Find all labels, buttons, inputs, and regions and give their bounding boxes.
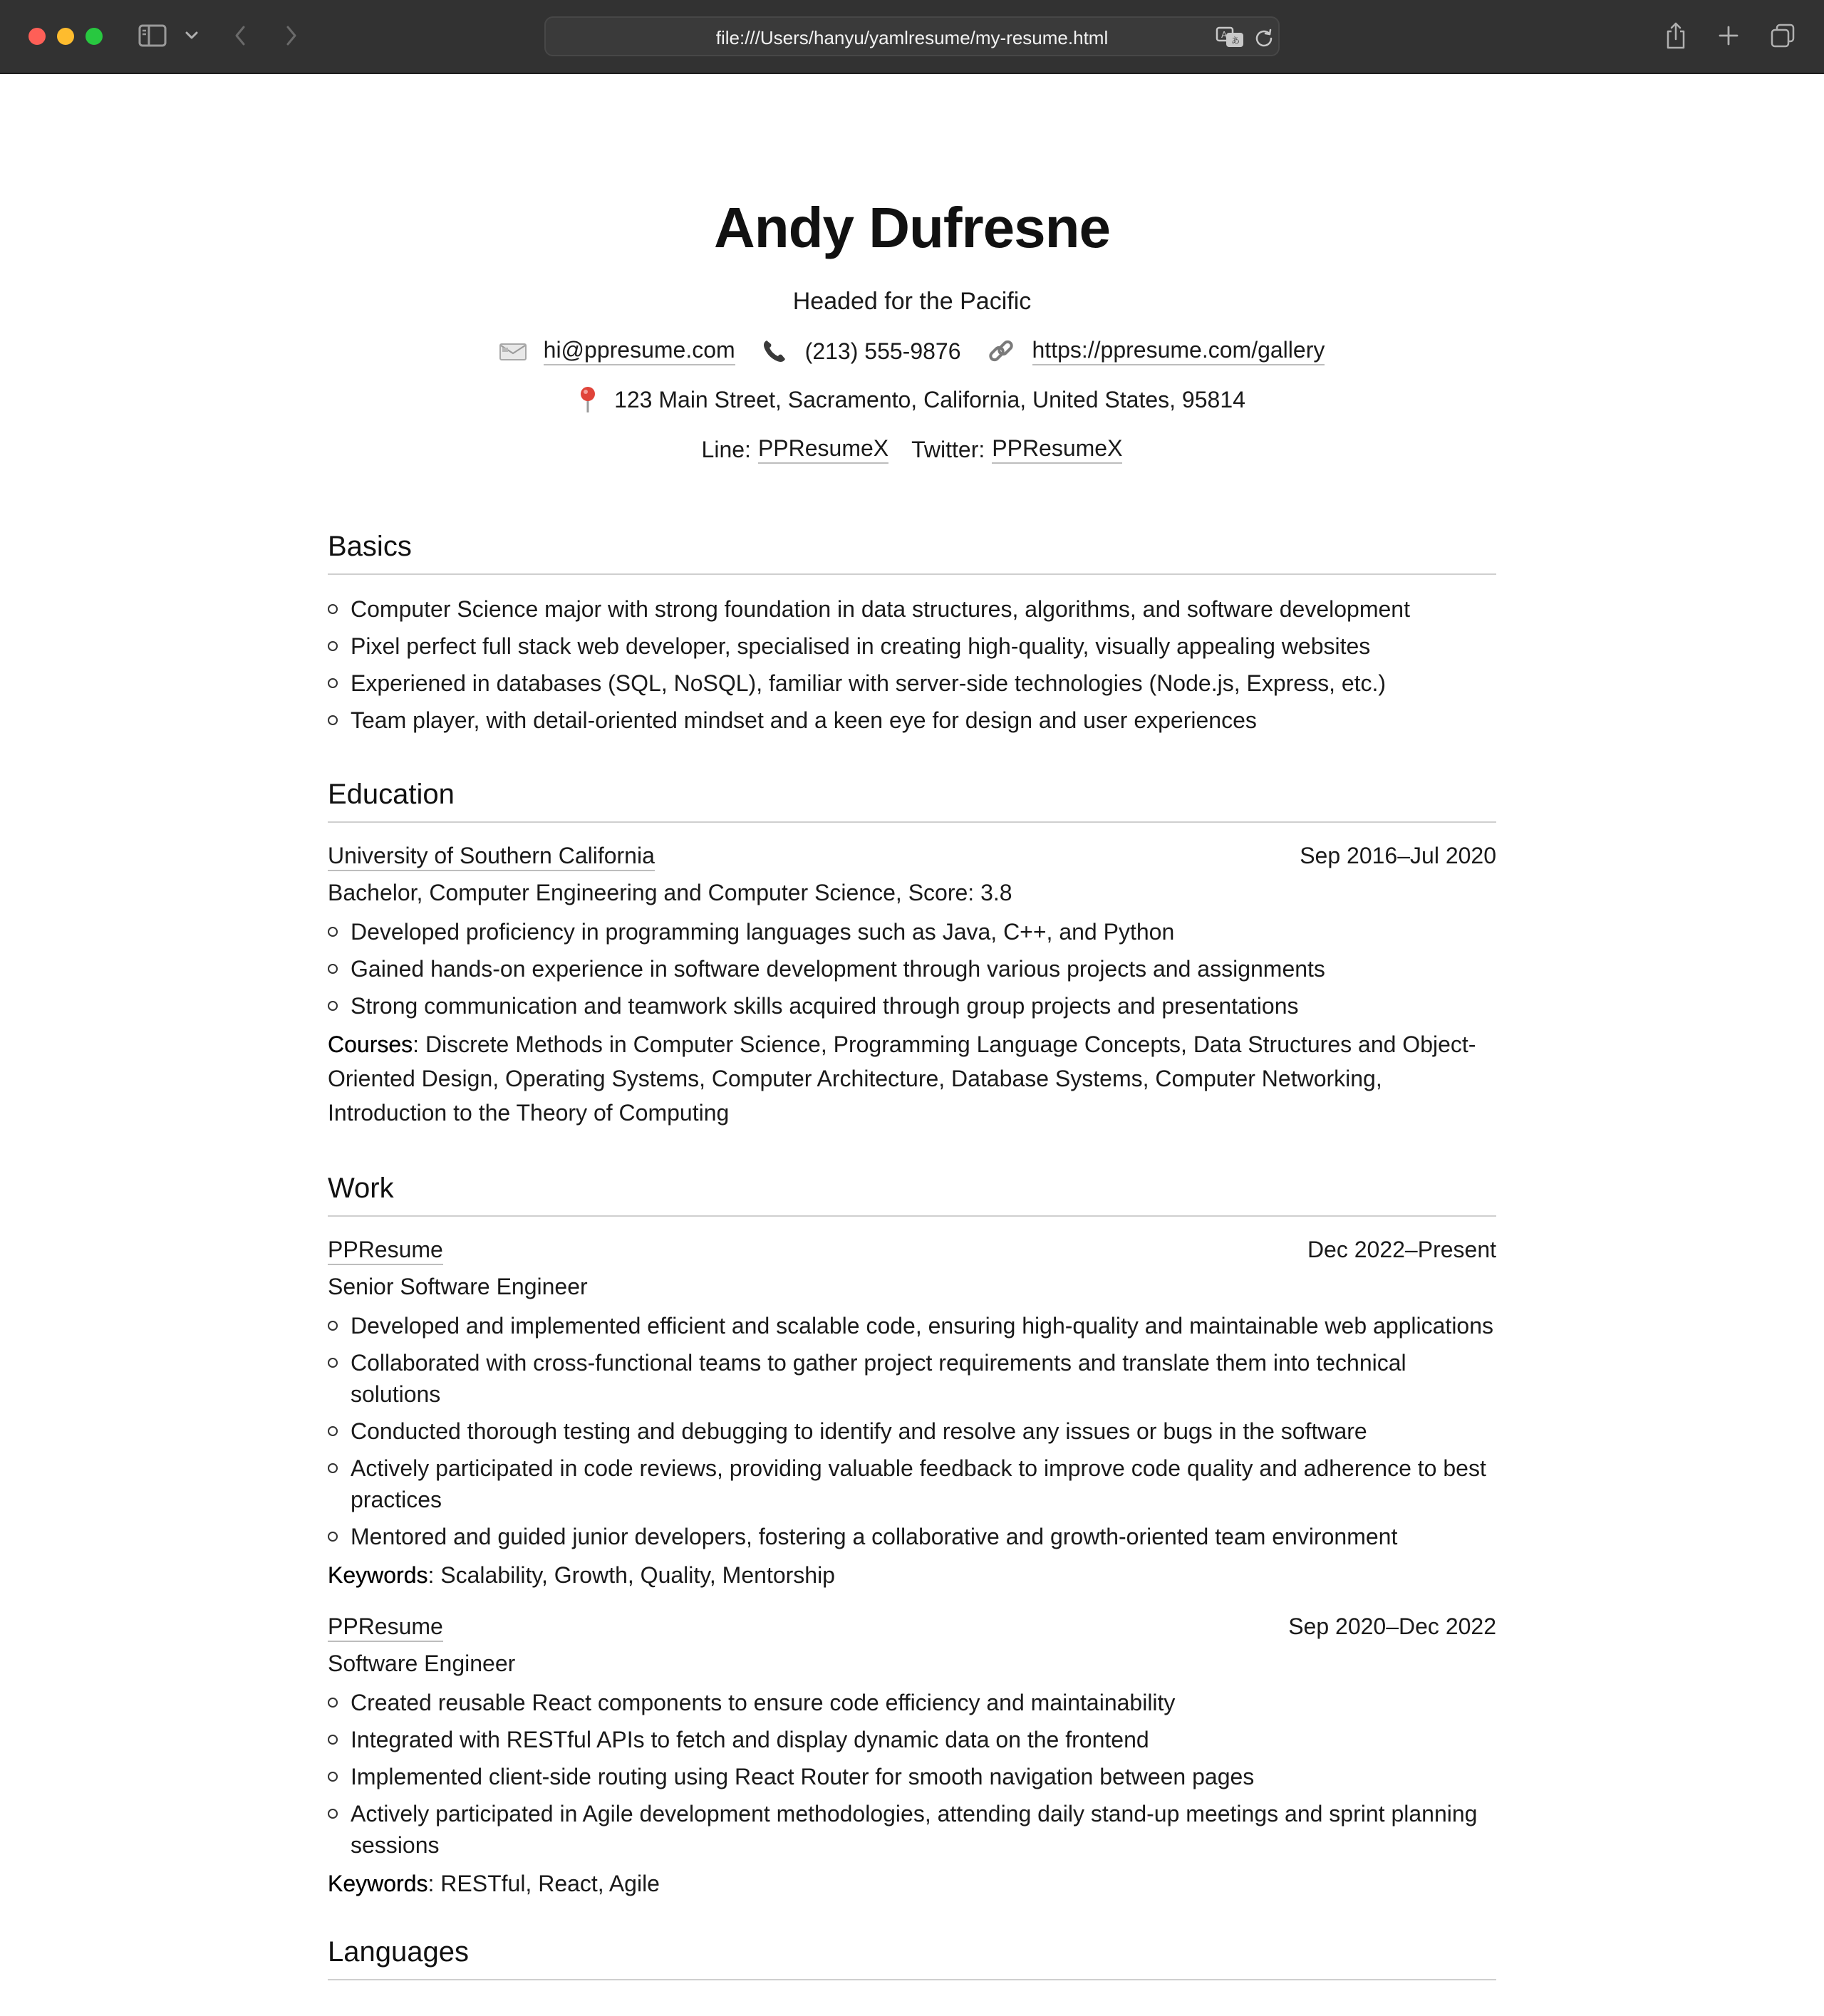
education-degree: Bachelor, Computer Engineering and Computer Science, Score: 3.8: [328, 880, 1012, 905]
courses-label: Courses: [328, 1032, 413, 1057]
work-dates: Dec 2022–Present: [1307, 1237, 1496, 1262]
institution-link[interactable]: University of Southern California: [328, 843, 655, 871]
plus-icon: [1718, 25, 1739, 46]
keywords-line: [328, 1866, 1496, 1901]
work-entry: [328, 1237, 1496, 1592]
list-item: Implemented client-side routing using React Router for smooth navigation between pages: [328, 1761, 1496, 1792]
forward-button[interactable]: [281, 23, 302, 48]
social-network-label: Twitter:: [911, 436, 985, 462]
list-item: Experiened in databases (SQL, NoSQL), familiar with server-side technologies (Node.js, Express, etc.): [328, 667, 1496, 699]
section-title: Work: [328, 1174, 1496, 1217]
keywords-colon: :: [428, 1871, 441, 1896]
tab-overview-button[interactable]: [1770, 23, 1796, 48]
work-position: Software Engineer: [328, 1651, 516, 1676]
education-dates: Sep 2016–Jul 2020: [1300, 843, 1496, 868]
education-list: [328, 916, 1496, 1022]
sidebar-toggle-button[interactable]: [138, 24, 167, 47]
envelope-icon: [499, 341, 527, 361]
tab-overview-icon: [1770, 23, 1796, 48]
list-item: Strong communication and teamwork skills acquired through group projects and presentations: [328, 990, 1496, 1022]
keywords-text: RESTful, React, Agile: [440, 1871, 660, 1896]
contact-phone: [761, 338, 961, 365]
resume-name: Andy Dufresne: [714, 196, 1110, 259]
minimize-window-button[interactable]: [57, 28, 74, 45]
link-icon: [987, 337, 1015, 365]
list-item: Pixel perfect full stack web developer, specialised in creating high-quality, visually appealing websites: [328, 630, 1496, 662]
basics-section: [328, 532, 1496, 736]
translate-icon: [1216, 26, 1244, 48]
work-entry: [328, 1614, 1496, 1901]
work-position: Senior Software Engineer: [328, 1274, 588, 1299]
list-item: Mentored and guided junior developers, fostering a collaborative and growth-oriented team environment: [328, 1521, 1496, 1552]
social-row: [328, 435, 1496, 464]
list-item: Actively participated in Agile development methodologies, attending daily stand-up meetings and sprint planning sessions: [328, 1798, 1496, 1861]
courses-text: Discrete Methods in Computer Science, Programming Language Concepts, Data Structures and Object-Oriented Design, Operating Systems, Computer Architecture, Database Systems, Computer Networking, Introduction to the Theory of Computing: [328, 1032, 1476, 1126]
company-link[interactable]: PPResume: [328, 1614, 443, 1642]
new-tab-button[interactable]: [1717, 24, 1740, 47]
courses-colon: :: [413, 1032, 425, 1057]
work-section: [328, 1174, 1496, 1901]
share-button[interactable]: [1664, 21, 1687, 50]
back-button[interactable]: [229, 23, 251, 48]
list-item: Computer Science major with strong foundation in data structures, algorithms, and software development: [328, 593, 1496, 625]
contact-row: [328, 337, 1496, 365]
svg-text:A: A: [1221, 30, 1228, 40]
website-link[interactable]: https://ppresume.com/gallery: [1032, 337, 1325, 365]
chevron-down-icon: [185, 31, 199, 41]
keywords-colon: :: [428, 1562, 441, 1588]
list-item: Integrated with RESTful APIs to fetch and display dynamic data on the frontend: [328, 1724, 1496, 1755]
list-item: Collaborated with cross-functional teams to gather project requirements and translate them into technical solutions: [328, 1347, 1496, 1410]
section-title: Education: [328, 780, 1496, 823]
address-row: [328, 385, 1496, 414]
social-line: [702, 435, 889, 464]
keywords-text: Scalability, Growth, Quality, Mentorship: [440, 1562, 835, 1588]
location-pin-icon: [579, 385, 597, 414]
browser-toolbar: [0, 0, 1824, 74]
reload-button[interactable]: [1253, 26, 1275, 48]
address-text: 123 Main Street, Sacramento, California, United States, 95814: [614, 386, 1245, 412]
chevron-left-icon: [233, 24, 247, 47]
social-network-label: Line:: [701, 436, 751, 462]
section-title: Languages: [328, 1938, 1496, 1980]
social-username-link[interactable]: PPResumeX: [758, 435, 888, 464]
courses-line: [328, 1027, 1496, 1130]
section-title: Basics: [328, 532, 1496, 575]
list-item: Team player, with detail-oriented mindset and a keen eye for design and user experiences: [328, 705, 1496, 736]
tab-group-dropdown[interactable]: [182, 26, 201, 46]
sidebar-icon: [138, 24, 167, 47]
resume-page: [328, 74, 1496, 1980]
work-dates: Sep 2020–Dec 2022: [1288, 1614, 1496, 1639]
list-item: Actively participated in code reviews, providing valuable feedback to improve code quality and adherence to best practices: [328, 1453, 1496, 1515]
contact-address: [579, 385, 1245, 414]
contact-email: [499, 337, 735, 365]
list-item: Developed and implemented efficient and scalable code, ensuring high-quality and maintainable web applications: [328, 1310, 1496, 1341]
phone-icon: [761, 338, 788, 365]
svg-text:あ: あ: [1231, 36, 1240, 46]
education-section: [328, 780, 1496, 1130]
work-header: [328, 1614, 1496, 1642]
work-list: [328, 1687, 1496, 1861]
education-header: [328, 843, 1496, 871]
share-icon: [1665, 21, 1686, 50]
work-list: [328, 1310, 1496, 1552]
list-item: Created reusable React components to ensure code efficiency and maintainability: [328, 1687, 1496, 1718]
basics-list: [328, 593, 1496, 736]
list-item: Conducted thorough testing and debugging to identify and resolve any issues or bugs in the software: [328, 1415, 1496, 1447]
keywords-line: [328, 1558, 1496, 1592]
keywords-label: Keywords: [328, 1871, 428, 1896]
social-twitter: [911, 435, 1122, 464]
work-header: [328, 1237, 1496, 1265]
reload-icon: [1254, 27, 1274, 47]
list-item: Developed proficiency in programming languages such as Java, C++, and Python: [328, 916, 1496, 947]
zoom-window-button[interactable]: [86, 28, 103, 45]
chevron-right-icon: [284, 24, 299, 47]
translate-button[interactable]: [1216, 26, 1244, 48]
contact-url: [987, 337, 1325, 365]
address-bar[interactable]: [544, 16, 1280, 56]
email-link[interactable]: hi@ppresume.com: [544, 337, 735, 365]
list-item: Gained hands-on experience in software development through various projects and assignments: [328, 953, 1496, 984]
url-text[interactable]: file:///Users/hanyu/yamlresume/my-resume.html: [715, 27, 1109, 48]
resume-headline: Headed for the Pacific: [792, 288, 1032, 315]
languages-section: [328, 1938, 1496, 1980]
phone-text: (213) 555-9876: [804, 338, 961, 364]
close-window-button[interactable]: [28, 28, 46, 45]
social-username-link[interactable]: PPResumeX: [992, 435, 1122, 464]
keywords-label: Keywords: [328, 1562, 428, 1588]
company-link[interactable]: PPResume: [328, 1237, 443, 1265]
